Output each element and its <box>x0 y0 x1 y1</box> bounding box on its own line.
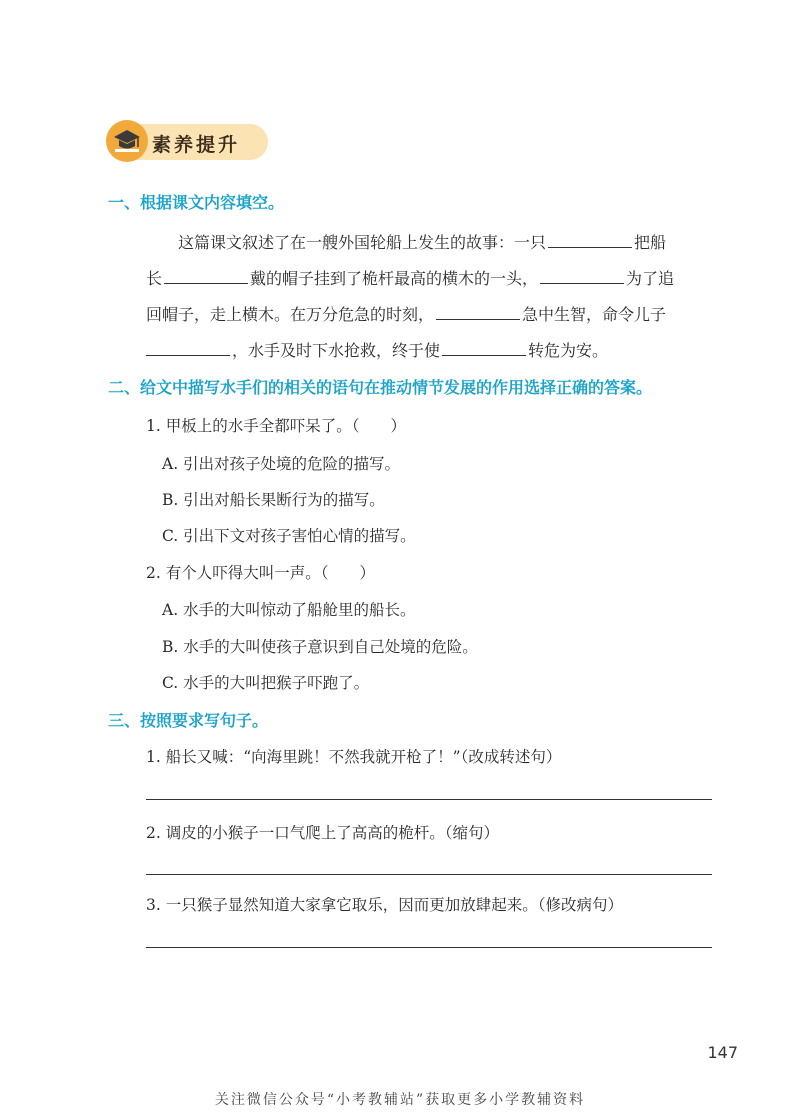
answer-line-3-1[interactable] <box>146 799 712 800</box>
fill-line-4-text-a: ，水手及时下水抢救，终于使 <box>232 341 441 360</box>
answer-line-3-3[interactable] <box>146 947 712 948</box>
page-number: 147 <box>707 1043 738 1062</box>
banner-title: 素养提升 <box>152 134 241 156</box>
fill-line-1 <box>178 230 748 253</box>
question-3-2: 2. 调皮的小猴子一口气爬上了高高的桅杆。（缩句） <box>146 824 499 842</box>
graduation-cap-icon <box>106 120 148 162</box>
question-2-2: 2. 有个人吓得大叫一声。（ ） <box>146 564 375 582</box>
footer-note: 关注微信公众号“小考教辅站”获取更多小学教辅资料 <box>214 1092 586 1108</box>
section2-heading: 二、给文中描写水手们的相关的语句在推动情节发展的作用选择正确的答案。 <box>108 378 653 397</box>
section-banner <box>108 124 268 160</box>
option-2-2-c[interactable]: C. 水手的大叫把猴子吓跑了。 <box>162 674 370 692</box>
section3-heading: 三、按照要求写句子。 <box>108 711 269 730</box>
answer-blank-2[interactable] <box>164 267 248 284</box>
question-3-3: 3. 一只猴子显然知道大家拿它取乐，因而更加放肆起来。（修改病句） <box>146 896 623 914</box>
answer-blank-4[interactable] <box>436 303 520 320</box>
fill-line-1-text-a: 这篇课文叙述了在一艘外国轮船上发生的故事：一只 <box>178 233 547 252</box>
fill-line-2-text-b: 戴的帽子挂到了桅杆最高的横木的一头， <box>250 269 539 288</box>
question-3-1: 1. 船长又喊：“向海里跳！不然我就开枪了！”（改成转述句） <box>146 748 562 766</box>
option-2-1-a[interactable]: A. 引出对孩子处境的危险的描写。 <box>162 455 401 473</box>
answer-blank-5[interactable] <box>146 339 230 356</box>
answer-blank-6[interactable] <box>442 339 526 356</box>
fill-line-3-text-a: 回帽子，走上横木。在万分危急的时刻， <box>146 305 435 324</box>
answer-blank-3[interactable] <box>540 267 624 284</box>
option-2-2-b[interactable]: B. 水手的大叫使孩子意识到自己处境的危险。 <box>162 638 478 656</box>
answer-line-3-2[interactable] <box>146 874 712 875</box>
fill-line-3 <box>146 302 716 325</box>
fill-line-3-text-b: 急中生智，命令儿子 <box>522 305 667 324</box>
answer-blank-1[interactable] <box>548 231 632 248</box>
fill-line-1-text-b: 把船 <box>634 233 667 252</box>
option-2-1-b[interactable]: B. 引出对船长果断行为的描写。 <box>162 491 385 509</box>
fill-line-2-text-c: 为了追 <box>626 269 675 288</box>
fill-line-2 <box>146 266 716 289</box>
section1-heading: 一、根据课文内容填空。 <box>108 193 285 212</box>
fill-line-4 <box>146 338 716 361</box>
question-2-1: 1. 甲板上的水手全都吓呆了。（ ） <box>146 417 406 435</box>
fill-line-2-text-a: 长 <box>146 269 163 288</box>
option-2-1-c[interactable]: C. 引出下文对孩子害怕心情的描写。 <box>162 527 416 545</box>
fill-line-4-text-b: 转危为安。 <box>528 341 609 360</box>
option-2-2-a[interactable]: A. 水手的大叫惊动了船舱里的船长。 <box>162 601 416 619</box>
